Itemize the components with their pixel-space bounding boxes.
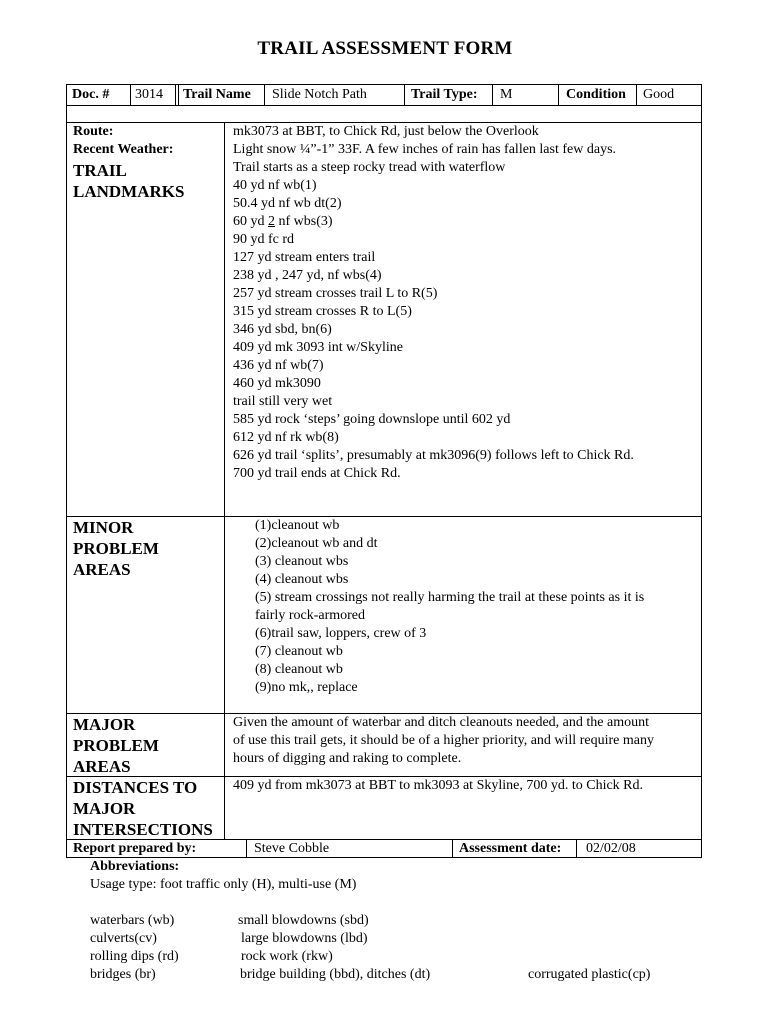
major-text xyxy=(233,714,654,768)
list-item: 40 yd nf wb(1) xyxy=(233,178,317,193)
abbreviation-item: rock work (rkw) xyxy=(241,949,333,964)
rule xyxy=(224,122,225,840)
list-item: (8) cleanout wb xyxy=(255,662,343,677)
trail-name-label: Trail Name xyxy=(183,87,251,102)
list-item: trail still very wet xyxy=(233,394,333,409)
distances-label xyxy=(73,777,213,840)
condition-label: Condition xyxy=(566,87,626,102)
list-item: 700 yd trail ends at Chick Rd. xyxy=(233,466,401,481)
list-item: Trail starts as a steep rocky tread with waterflow xyxy=(233,160,506,175)
route-label: Route: xyxy=(73,124,114,139)
landmarks-label-line: TRAIL xyxy=(73,161,127,180)
major-label-line: AREAS xyxy=(73,757,131,776)
list-item: 315 yd stream crosses R to L(5) xyxy=(233,304,412,319)
rule xyxy=(452,839,453,858)
distances-label-line: DISTANCES TO xyxy=(73,778,198,797)
list-item: 50.4 yd nf wb dt(2) xyxy=(233,196,342,211)
minor-label xyxy=(73,517,159,580)
list-item-part: nf wbs(3) xyxy=(275,214,333,229)
rule xyxy=(66,84,67,123)
abbreviation-item: large blowdowns (lbd) xyxy=(241,931,368,946)
assessment-date-value: 02/02/08 xyxy=(586,841,636,856)
list-item: 460 yd mk3090 xyxy=(233,376,321,391)
rule xyxy=(636,84,637,105)
abbreviation-item: rolling dips (rd) xyxy=(90,949,179,964)
rule xyxy=(175,84,176,105)
prepared-by-value: Steve Cobble xyxy=(254,841,330,856)
weather-value: Light snow ¼”-1” 33F. A few inches of rain has fallen last few days. xyxy=(233,142,617,157)
list-item: (1)cleanout wb xyxy=(255,518,340,533)
abbreviation-item: small blowdowns (sbd) xyxy=(238,913,369,928)
rule xyxy=(66,84,702,85)
list-item xyxy=(233,213,634,231)
list-item: 257 yd stream crosses trail L to R(5) xyxy=(233,286,438,301)
distances-label-line: MAJOR xyxy=(73,799,136,818)
landmarks-list xyxy=(233,159,634,483)
trail-type-label: Trail Type: xyxy=(411,87,478,102)
list-item-part: 60 yd xyxy=(233,214,268,229)
list-item-underlined: 2 xyxy=(268,214,275,229)
list-item: 409 yd mk 3093 int w/Skyline xyxy=(233,340,403,355)
distances-label-line: INTERSECTIONS xyxy=(73,820,213,839)
rule xyxy=(576,839,577,858)
condition-value: Good xyxy=(643,87,675,102)
weather-label: Recent Weather: xyxy=(73,142,174,157)
list-item: (4) cleanout wbs xyxy=(255,572,349,587)
rule xyxy=(66,839,67,858)
rule xyxy=(130,84,131,105)
rule xyxy=(701,122,702,858)
prepared-by-label: Report prepared by: xyxy=(73,841,197,856)
abbreviation-item: culverts(cv) xyxy=(90,931,157,946)
text-line: Given the amount of waterbar and ditch cleanouts needed, and the amount xyxy=(233,715,649,730)
abbreviation-item: bridges (br) xyxy=(90,967,156,982)
list-item: 238 yd , 247 yd, nf wbs(4) xyxy=(233,268,382,283)
abbreviations-heading: Abbreviations: xyxy=(90,859,180,874)
list-item: 612 yd nf rk wb(8) xyxy=(233,430,339,445)
form-title: TRAIL ASSESSMENT FORM xyxy=(257,38,513,59)
rule xyxy=(558,84,559,105)
minor-label-line: MINOR xyxy=(73,518,134,537)
abbreviations-col-2 xyxy=(238,912,430,984)
minor-label-line: AREAS xyxy=(73,560,131,579)
distances-value: 409 yd from mk3073 at BBT to mk3093 at Skyline, 700 yd. to Chick Rd. xyxy=(233,778,644,793)
list-item: (7) cleanout wb xyxy=(255,644,343,659)
route-value: mk3073 at BBT, to Chick Rd, just below the Overlook xyxy=(233,124,539,139)
abbreviation-item: waterbars (wb) xyxy=(90,913,175,928)
usage-type-text: Usage type: foot traffic only (H), multi-use (M) xyxy=(90,877,357,892)
minor-label-line: PROBLEM xyxy=(73,539,159,558)
list-item: fairly rock-armored xyxy=(255,608,365,623)
major-label xyxy=(73,714,159,777)
list-item: (9)no mk,, replace xyxy=(255,680,358,695)
major-label-line: PROBLEM xyxy=(73,736,159,755)
list-item: 127 yd stream enters trail xyxy=(233,250,376,265)
list-item: 346 yd sbd, bn(6) xyxy=(233,322,332,337)
rule xyxy=(246,839,247,858)
doc-value: 3014 xyxy=(135,87,163,102)
trail-type-value: M xyxy=(500,87,513,102)
rule xyxy=(66,105,702,106)
abbreviations-col-1 xyxy=(90,912,179,984)
rule xyxy=(701,84,702,123)
rule xyxy=(66,122,67,840)
list-item: (2)cleanout wb and dt xyxy=(255,536,378,551)
text-line: of use this trail gets, it should be of a higher priority, and will require many xyxy=(233,733,654,748)
list-item: (6)trail saw, loppers, crew of 3 xyxy=(255,626,427,641)
landmarks-label-line: LANDMARKS xyxy=(73,182,185,201)
list-item: 90 yd fc rd xyxy=(233,232,295,247)
major-label-line: MAJOR xyxy=(73,715,136,734)
rule xyxy=(404,84,405,105)
doc-label: Doc. # xyxy=(72,87,110,102)
abbreviation-item: bridge building (bbd), ditches (dt) xyxy=(240,967,431,982)
list-item: (5) stream crossings not really harming the trail at these points as it is xyxy=(255,590,645,605)
rule xyxy=(178,84,179,105)
minor-list xyxy=(233,517,644,697)
list-item: 585 yd rock ‘steps’ going downslope until 602 yd xyxy=(233,412,511,427)
rule xyxy=(264,84,265,105)
list-item: 626 yd trail ‘splits’, presumably at mk3096(9) follows left to Chick Rd. xyxy=(233,448,634,463)
abbreviation-item: corrugated plastic(cp) xyxy=(528,967,651,982)
text-line: hours of digging and raking to complete. xyxy=(233,751,462,766)
list-item: (3) cleanout wbs xyxy=(255,554,349,569)
list-item: 436 yd nf wb(7) xyxy=(233,358,324,373)
landmarks-label xyxy=(73,160,184,202)
trail-name-value: Slide Notch Path xyxy=(272,87,367,102)
rule xyxy=(492,84,493,105)
assessment-date-label: Assessment date: xyxy=(459,841,562,856)
